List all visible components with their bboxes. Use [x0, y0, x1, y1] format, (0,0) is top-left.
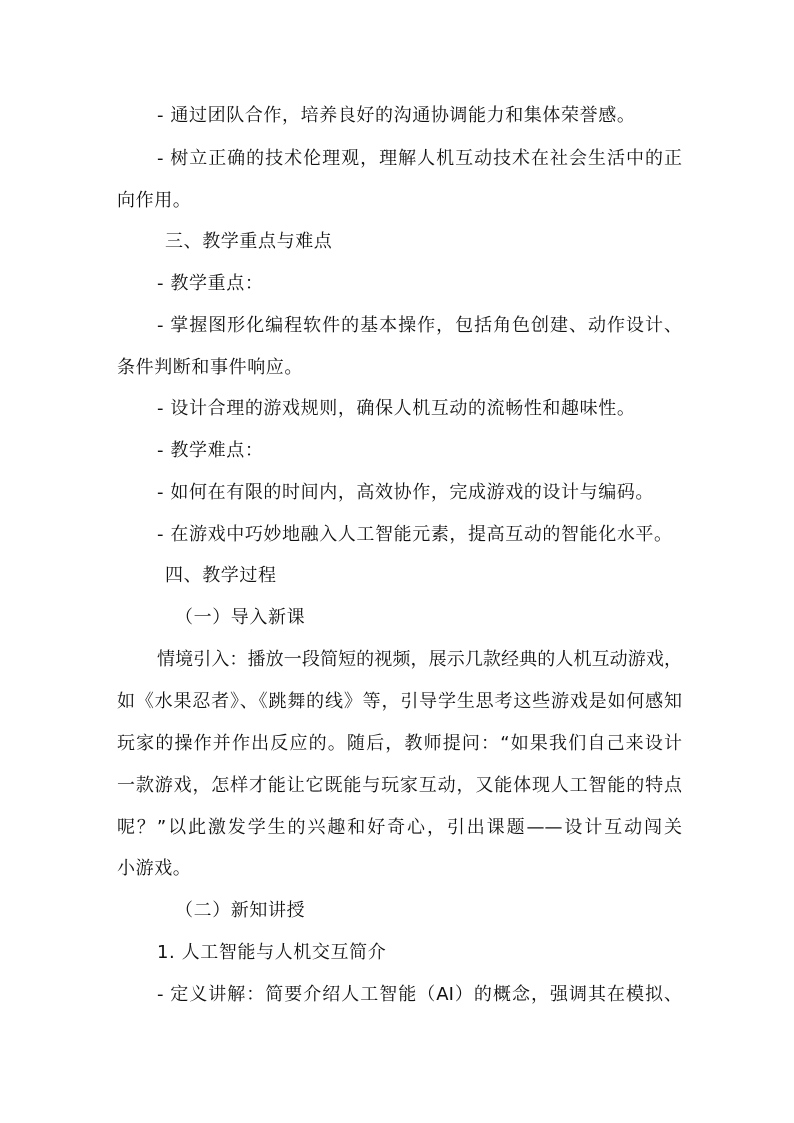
text-line: - 在游戏中巧妙地融入人工智能元素，提高互动的智能化水平。	[157, 524, 673, 545]
text-line: 向作用。	[117, 190, 192, 211]
text-line: - 设计合理的游戏规则，确保人机互动的流畅性和趣味性。	[157, 398, 636, 419]
section-heading: 三、教学重点与难点	[165, 231, 333, 252]
text-line: - 教学重点：	[157, 273, 264, 294]
numbered-heading: 1. 人工智能与人机交互简介	[157, 942, 387, 963]
text-line: 小游戏。	[117, 858, 192, 879]
text-line: 如《水果忍者》、《跳舞的线》等，引导学生思考这些游戏是如何感知	[117, 691, 682, 712]
text-line: 条件判断和事件响应。	[117, 357, 303, 378]
text-line: 玩家的操作并作出反应的。随后，教师提问：“如果我们自己来设计	[117, 733, 682, 754]
text-line: 情境引入：播放一段简短的视频，展示几款经典的人机互动游戏，	[157, 649, 682, 670]
text-line: 一款游戏，怎样才能让它既能与玩家互动，又能体现人工智能的特点	[117, 775, 682, 796]
text-line: 呢？”以此激发学生的兴趣和好奇心，引出课题——设计互动闯关	[117, 817, 682, 838]
text-line: - 掌握图形化编程软件的基本操作，包括角色创建、动作设计、	[157, 315, 682, 336]
subsection-heading: （二）新知讲授	[175, 900, 306, 921]
text-line: - 树立正确的技术伦理观，理解人机互动技术在社会生活中的正	[157, 148, 682, 169]
section-heading: 四、教学过程	[165, 565, 277, 586]
text-line: - 教学难点：	[157, 440, 264, 461]
text-line: - 通过团队合作，培养良好的沟通协调能力和集体荣誉感。	[157, 105, 636, 126]
text-line: - 如何在有限的时间内，高效协作，完成游戏的设计与编码。	[157, 482, 655, 503]
subsection-heading: （一）导入新课	[175, 607, 306, 628]
text-line: - 定义讲解：简要介绍人工智能（AI）的概念，强调其在模拟、	[157, 984, 682, 1005]
